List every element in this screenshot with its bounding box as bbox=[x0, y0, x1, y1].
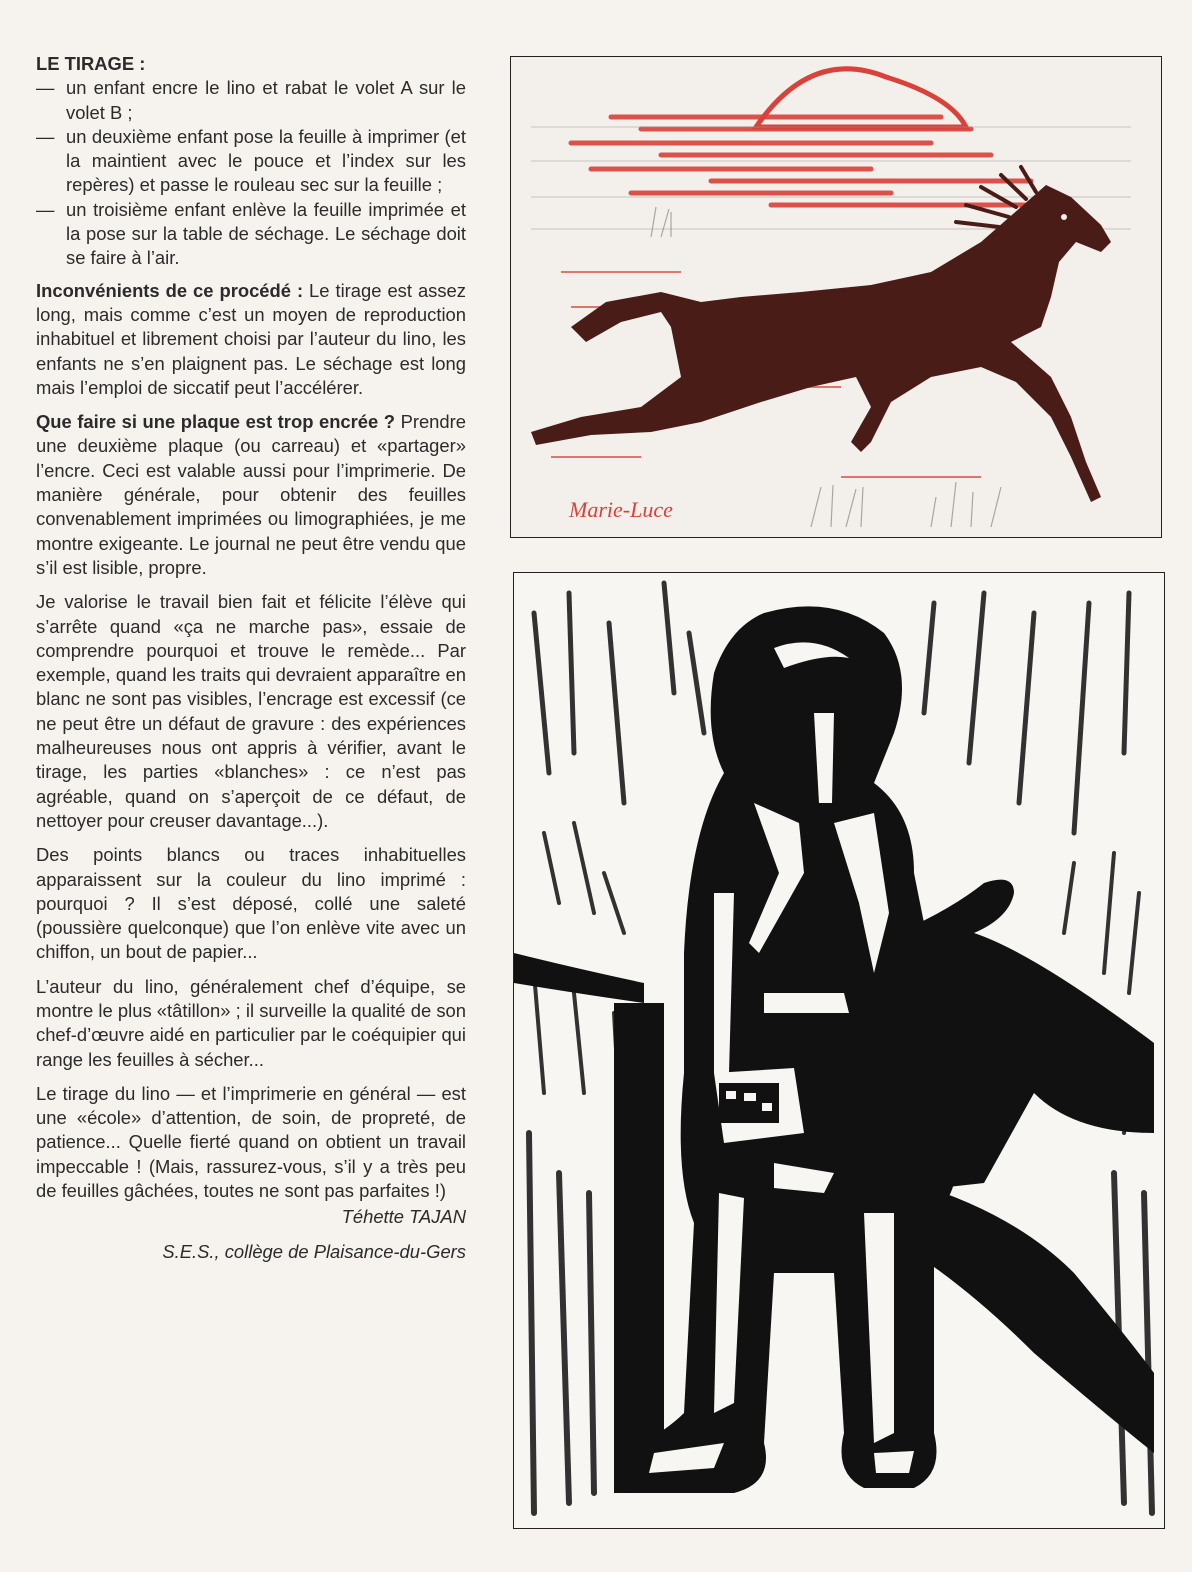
paragraph-valorise: Je valorise le travail bien fait et félicite l’élève qui s’arrête quand «ça ne marche pas», essaie de comprendre pourquoi et trouve le remède... Par exemple, quand les traits qui devraient apparaître en blanc ne sont pas visibles, l’encrage est excessif (ce ne peut être un défaut de gravure : des expériences malheureuses nous ont appris à vérifier, avant le tirage, les parties «blanches» : ce n’est pas agréable, quand on s’aperçoit de ce défaut, de nettoyer pour creuser davantage...). bbox=[36, 591, 466, 831]
paragraph-points: Des points blancs ou traces inhabituelles apparaissent sur la couleur du lino imprimé : pourquoi ? Il s’est déposé, collé une saleté (poussière quelconque) que l’on enlève vite avec un chiffon, un bout de papier... bbox=[36, 844, 466, 963]
paragraph-inconvenients bbox=[36, 279, 466, 400]
figure-print-image bbox=[513, 572, 1165, 1529]
author-name: Téhette TAJAN bbox=[341, 1206, 466, 1228]
horse-print-image bbox=[510, 56, 1162, 538]
paragraph-lead: Que faire si une plaque est trop encrée ? bbox=[36, 411, 396, 433]
paragraph-text: Prendre une deuxième plaque (ou carreau) et «partager» l’encre. Ceci est valable aussi pour l’imprimerie. De manière générale, pour obtenir des feuilles convenablement imprimées ou limographiées, je me montre exigeante. Le journal ne peut être vendu que s’il est lisible, propre. bbox=[36, 411, 466, 578]
paragraph-lead: Inconvénients de ce procédé : bbox=[36, 279, 304, 301]
paragraph-tirage: Le tirage du lino — et l’imprimerie en général — est une «école» d’attention, de soin, de propreté, de patience... Quelle fierté quand on obtient un travail impeccable ! (Mais, rassurez-vous, s’il y a très peu de feuilles gâchées, toutes ne sont pas parfaites !) bbox=[36, 1082, 466, 1202]
paragraph-auteur: L’auteur du lino, généralement chef d’équipe, se montre le plus «tâtillon» ; il surveille la qualité de son chef-d’œuvre aidé en particulier par le coéquipier qui range les feuilles à sécher... bbox=[36, 975, 466, 1070]
horse-signature: Marie-Luce bbox=[569, 497, 673, 522]
paragraph-que-faire bbox=[36, 410, 466, 580]
author-affiliation: S.E.S., collège de Plaisance-du-Gers bbox=[162, 1240, 466, 1262]
steps-list bbox=[36, 76, 466, 270]
section-heading: LE TIRAGE : bbox=[36, 53, 146, 74]
paragraph-text: Le tirage est assez long, mais comme c’est un moyen de reproduction inhabituel et librement choisi par l’auteur du lino, les enfants ne s’en plaignent pas. Le séchage est long mais l’emploi de siccatif peut l’accélérer. bbox=[36, 279, 466, 398]
list-item: — un deuxième enfant pose la feuille à imprimer (et la maintient avec le pouce et l’index sur les repères) et passe le rouleau sec sur la feuille ; bbox=[36, 125, 466, 198]
list-item: — un troisième enfant enlève la feuille imprimée et la pose sur la table de séchage. Le séchage doit se faire à l’air. bbox=[36, 198, 466, 271]
list-item: — un enfant encre le lino et rabat le volet A sur le volet B ; bbox=[36, 76, 466, 125]
article-column bbox=[36, 52, 466, 1274]
